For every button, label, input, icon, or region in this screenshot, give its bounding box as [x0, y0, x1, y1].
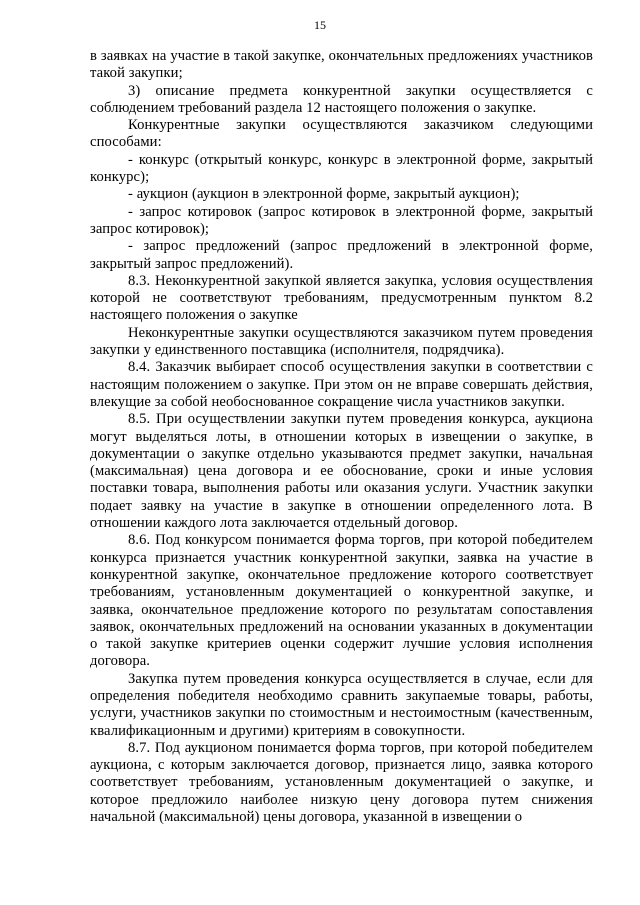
paragraph: Конкурентные закупки осуществляются заказчиком следующими способами: [90, 117, 593, 151]
paragraph: 8.6. Под конкурсом понимается форма торгов, при которой победителем конкурса признается участник конкурентной закупки, заявка на участие в конкурентной закупке, окончательное предложение которого соответствует требованиям, установленным документацией о конкурентной закупке, и заявка, окончательное предложение которого по результатам сопоставления заявок, окончательных предложений на основании указанных в документации о такой закупке критериев оценки содержит лучшие условия исполнения договора. [90, 532, 593, 670]
paragraph: Неконкурентные закупки осуществляются заказчиком путем проведения закупки у единственного поставщика (исполнителя, подрядчика). [90, 324, 593, 359]
paragraph: в заявках на участие в такой закупке, окончательных предложениях участников такой закупки; [90, 48, 593, 82]
document-body [90, 48, 593, 826]
list-item: - запрос предложений (запрос предложений в электронной форме, закрытый запрос предложений). [90, 238, 593, 272]
list-item: - конкурс (открытый конкурс, конкурс в электронной форме, закрытый конкурс); [90, 151, 593, 186]
list-item: - запрос котировок (запрос котировок в электронной форме, закрытый запрос котировок); [90, 203, 593, 237]
paragraph: 8.5. При осуществлении закупки путем проведения конкурса, аукциона могут выделяться лоты, в отношении которых в извещении о закупке, в документации о закупке отдельно указываются предмет закупки, начальная (максимальная) цена договора и ее обоснование, сроки и иные условия поставки товара, выполнения работы или оказания услуги. Участник закупки подает заявку на участие в закупке в отношении определенного лота. В отношении каждого лота заключается отдельный договор. [90, 411, 593, 532]
paragraph: 8.7. Под аукционом понимается форма торгов, при которой победителем аукциона, с которым заключается договор, признается лицо, заявка которого соответствует требованиям, установленным документацией о закупке, и которое предложило наиболее низкую цену договора путем снижения начальной (максимальной) цены договора, указанной в извещении о [90, 739, 593, 826]
paragraph: Закупка путем проведения конкурса осуществляется в случае, если для определения победителя необходимо сравнить закупаемые товары, работы, услуги, участников закупки по стоимостным и нестоимостным (качественным, квалификационным и другими) критериям в совокупности. [90, 670, 593, 739]
list-item: - аукцион (аукцион в электронной форме, закрытый аукцион); [128, 186, 520, 203]
paragraph: 8.3. Неконкурентной закупкой является закупка, условия осуществления которой не соответствуют требованиям, предусмотренным пунктом 8.2 настоящего положения о закупке [90, 272, 593, 324]
paragraph: 3) описание предмета конкурентной закупки осуществляется с соблюдением требований раздела 12 настоящего положения о закупке. [90, 82, 593, 116]
page-number: 15 [314, 18, 326, 32]
paragraph: 8.4. Заказчик выбирает способ осуществления закупки в соответствии с настоящим положением о закупке. При этом он не вправе совершать действия, влекущие за собой необоснованное сокращение числа участников закупки. [90, 359, 593, 410]
